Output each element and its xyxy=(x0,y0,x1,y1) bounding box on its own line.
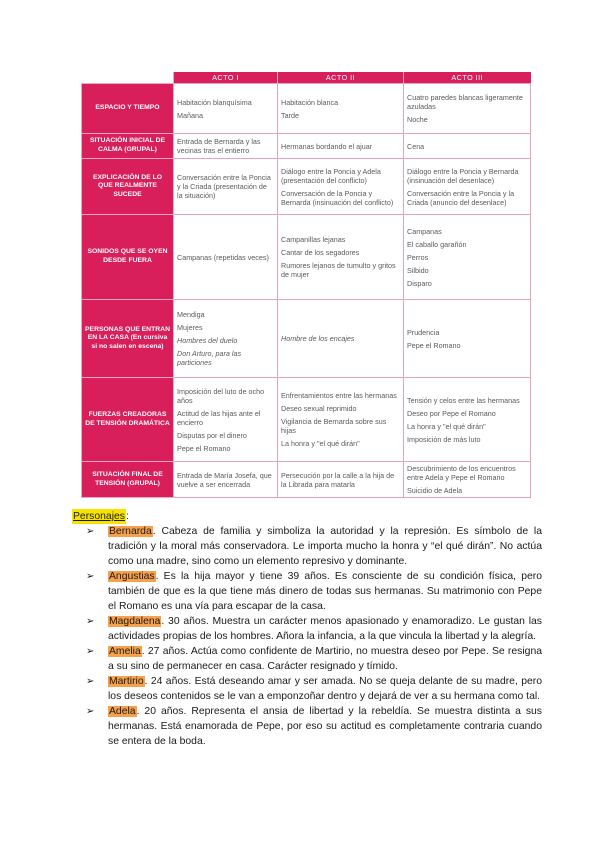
bullet-arrow-icon: ➢ xyxy=(86,646,95,657)
cell-text: Mendiga xyxy=(177,310,205,319)
character-item xyxy=(72,674,542,704)
section-colon: : xyxy=(125,511,129,522)
table-cell xyxy=(404,462,531,498)
cell-text: Hombres del duelo xyxy=(177,336,238,345)
cell-text: Hombre de los encajes xyxy=(281,334,355,343)
cell-text: Cantar de los segadores xyxy=(281,248,360,257)
header-blank xyxy=(82,72,174,84)
character-name: Martirio xyxy=(109,676,144,687)
cell-text: Entrada de María Josefa, que vuelve a ser encerrada xyxy=(177,470,272,489)
acts-table xyxy=(81,72,531,498)
cell-text: Deseo por Pepe el Romano xyxy=(407,408,496,418)
cell-text: Diálogo entre la Poncia y Adela (presentación del conflicto) xyxy=(281,166,381,185)
cell-text: Disparo xyxy=(407,278,432,288)
table-cell xyxy=(278,378,404,462)
row-label: ESPACIO Y TIEMPO xyxy=(82,84,174,134)
cell-text: Cena xyxy=(407,141,425,151)
character-item xyxy=(72,704,542,749)
character-description: . 20 años. Representa el ansia de libertad y la rebeldía. Se muestra distinta a sus hermanas. Está enamorada de Pepe, por eso su actitud es completamente contraria cuando se entera de la boda. xyxy=(108,706,542,747)
cell-text: La honra y "el qué dirán" xyxy=(407,421,486,431)
cell-text: Campanillas lejanas xyxy=(281,235,346,244)
cell-text: Imposición de más luto xyxy=(407,434,481,444)
table-cell xyxy=(278,462,404,498)
cell-text: Don Arturo, para las particiones xyxy=(177,349,242,367)
table-cell xyxy=(278,134,404,159)
cell-text: Pepe el Romano xyxy=(407,340,461,350)
section-title: Personajes xyxy=(73,511,125,522)
cell-text: Suicidio de Adela xyxy=(407,486,463,495)
table-cell xyxy=(404,215,531,300)
header-acto-1: ACTO I xyxy=(174,72,278,84)
cell-text: Disputas por el dinero xyxy=(177,430,247,440)
table-row xyxy=(82,462,531,498)
table-cell xyxy=(174,300,278,378)
table-header-row xyxy=(82,72,531,84)
cell-text: Conversación entre la Poncia y la Criada (anuncio del desenlace) xyxy=(407,188,515,207)
table-cell xyxy=(404,84,531,134)
table-cell xyxy=(278,84,404,134)
cell-text: Rumores lejanos de tumulto y gritos de mujer xyxy=(281,261,396,279)
character-name: Amelia xyxy=(109,646,141,657)
cell-text: Prudencia xyxy=(407,327,440,337)
cell-text: Silbido xyxy=(407,265,429,275)
bullet-arrow-icon: ➢ xyxy=(86,616,95,627)
table-row xyxy=(82,378,531,462)
table-cell xyxy=(404,134,531,159)
table-cell xyxy=(174,134,278,159)
character-name: Angustias xyxy=(109,571,155,582)
cell-text: Hermanas bordando el ajuar xyxy=(281,141,373,151)
bullet-arrow-icon: ➢ xyxy=(86,571,95,582)
row-label: SITUACIÓN INICIAL DE CALMA (GRUPAL) xyxy=(82,134,174,159)
cell-text: Vigilancia de Bernarda sobre sus hijas xyxy=(281,417,387,435)
cell-text: Pepe el Romano xyxy=(177,443,231,453)
row-label: EXPLICACIÓN DE LO QUE REALMENTE SUCEDE xyxy=(82,159,174,215)
cell-text: Deseo sexual reprimido xyxy=(281,404,357,413)
character-item xyxy=(72,644,542,674)
cell-text: Tensión y celos entre las hermanas xyxy=(407,395,520,405)
table-cell xyxy=(174,215,278,300)
row-label: SONIDOS QUE SE OYEN DESDE FUERA xyxy=(82,215,174,300)
character-name: Magdalena xyxy=(109,616,161,627)
cell-text: Mujeres xyxy=(177,323,203,332)
table-cell xyxy=(404,300,531,378)
table-cell xyxy=(174,84,278,134)
table-cell xyxy=(174,159,278,215)
cell-text: Enfrentamientos entre las hermanas xyxy=(281,391,397,400)
table-cell xyxy=(174,378,278,462)
table-row xyxy=(82,215,531,300)
table-row xyxy=(82,300,531,378)
row-label: SITUACIÓN FINAL DE TENSIÓN (GRUPAL) xyxy=(82,462,174,498)
header-acto-2: ACTO II xyxy=(278,72,404,84)
cell-text: Actitud de las hijas ante el encierro xyxy=(177,408,261,427)
cell-text: El caballo garañón xyxy=(407,239,467,249)
cell-text: Mañana xyxy=(177,110,203,120)
cell-text: La honra y "el qué dirán" xyxy=(281,439,360,448)
cell-text: Habitación blanquísima xyxy=(177,97,252,107)
table-cell xyxy=(404,378,531,462)
character-description: . Es la hija mayor y tiene 39 años. Es consciente de su condición física, pero también de que es la que tiene más dinero de todas sus hermanas. Su matrimonio con Pepe el Romano es una vía para escapar de la casa. xyxy=(108,571,542,612)
table-row xyxy=(82,159,531,215)
bullet-arrow-icon: ➢ xyxy=(86,676,95,687)
cell-text: Persecución por la calle a la hija de la Librada para matarla xyxy=(281,470,395,489)
character-description: . Cabeza de familia y simboliza la autoridad y la represión. Es símbolo de la tradición y la moral más conservadora. Le importa mucho la honra y “el qué dirán”. No actúa como una madre, sino como un elemento represivo y dominante. xyxy=(108,526,542,567)
characters-section xyxy=(72,509,542,749)
cell-text: Conversación entre la Poncia y la Criada (presentación de la situación) xyxy=(177,173,271,200)
table-row xyxy=(82,134,531,159)
table-row xyxy=(82,84,531,134)
cell-text: Habitación blanca xyxy=(281,97,339,107)
character-item xyxy=(72,614,542,644)
cell-text: Imposición del luto de ocho años xyxy=(177,386,265,405)
cell-text: Cuatro paredes blancas ligeramente azuladas xyxy=(407,93,523,111)
character-name: Bernarda xyxy=(109,526,152,537)
cell-text: Noche xyxy=(407,115,428,124)
cell-text: Entrada de Bernarda y las vecinas tras el entierro xyxy=(177,137,261,155)
character-item xyxy=(72,569,542,614)
cell-text: Tarde xyxy=(281,110,299,120)
table-cell xyxy=(278,215,404,300)
table-cell xyxy=(278,159,404,215)
section-heading xyxy=(72,509,542,524)
cell-text: Descubrimiento de los encuentros entre Adela y Pepe el Romano xyxy=(407,464,516,482)
character-description: . 30 años. Muestra un carácter menos apasionado y enamoradizo. Le gustan las actividades propias de los hombres. Añora la infancia, a la que vincula la libertad y la alegría. xyxy=(108,616,542,642)
cell-text: Perros xyxy=(407,252,429,262)
character-item xyxy=(72,524,542,569)
table-cell xyxy=(278,300,404,378)
cell-text: Campanas xyxy=(407,226,442,236)
cell-text: Campanas (repetidas veces) xyxy=(177,252,269,262)
bullet-arrow-icon: ➢ xyxy=(86,526,95,537)
row-label: PERSONAS QUE ENTRAN EN LA CASA (En cursiva si no salen en escena) xyxy=(82,300,174,378)
cell-text: Conversación de la Poncia y Bernarda (insinuación del conflicto) xyxy=(281,188,394,207)
character-description: . 27 años. Actúa como confidente de Martirio, no muestra deseo por Pepe. Se resigna a su sino de permanecer en casa. Carácter resignado y tímido. xyxy=(108,646,542,672)
row-label: FUERZAS CREADORAS DE TENSIÓN DRAMÁTICA xyxy=(82,378,174,462)
character-description: . 24 años. Está deseando amar y ser amada. No se queja delante de su madre, pero los deseos contenidos se le van a emponzoñar dentro y dejará de ver a su hermana como tal. xyxy=(108,676,542,702)
bullet-arrow-icon: ➢ xyxy=(86,706,95,717)
character-name: Adela xyxy=(109,706,136,717)
cell-text: Diálogo entre la Poncia y Bernarda (insinuación del desenlace) xyxy=(407,166,519,185)
table-cell xyxy=(174,462,278,498)
table-cell xyxy=(404,159,531,215)
header-acto-3: ACTO III xyxy=(404,72,531,84)
drama-structure-table xyxy=(81,72,530,498)
